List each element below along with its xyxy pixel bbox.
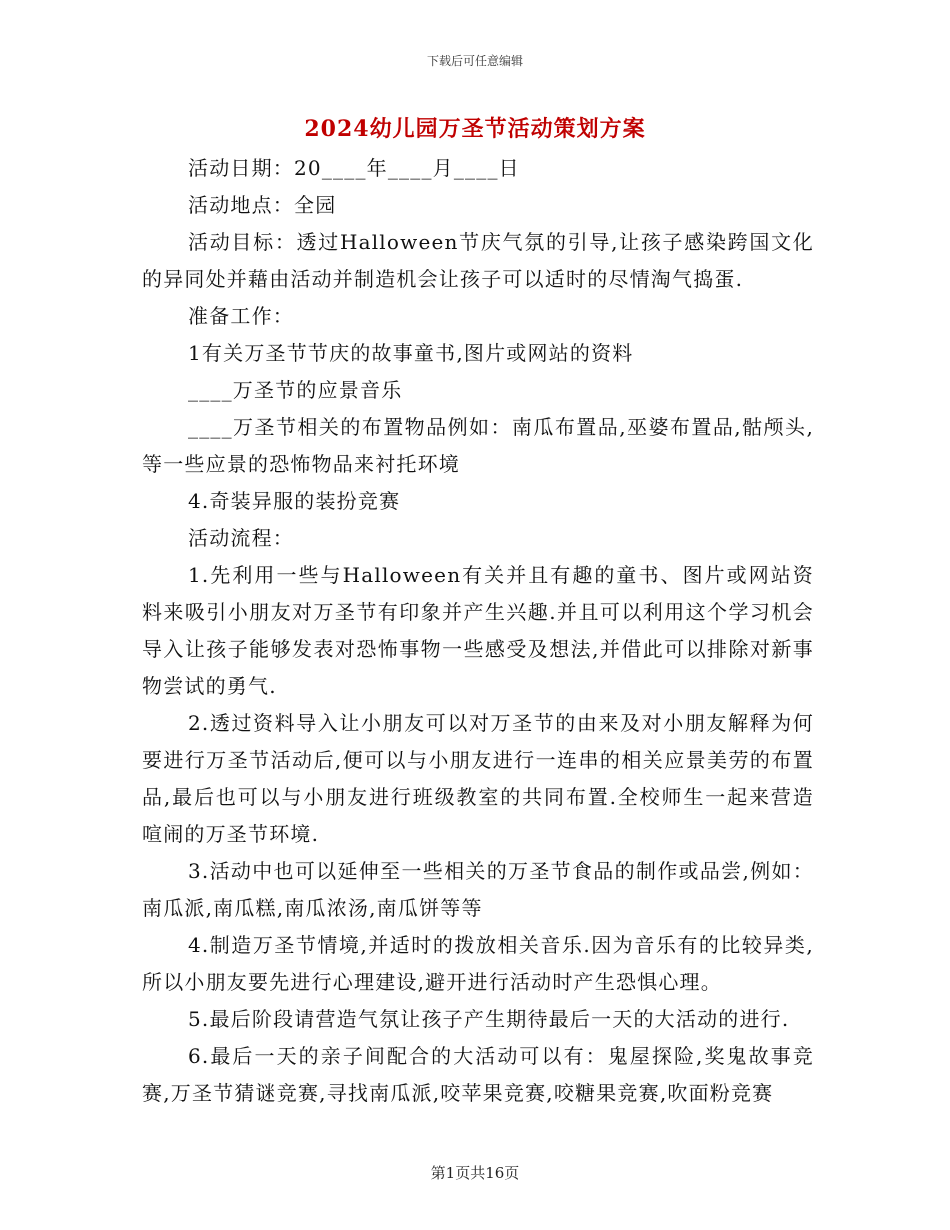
- paragraph-process-step: 5.最后阶段请营造气氛让孩子产生期待最后一天的大活动的进行.: [188, 1007, 790, 1031]
- paragraph-preparation-item: ____万圣节相关的布置物品例如：南瓜布置品,巫婆布置品,骷颅头,等一些应景的恐怖物品来衬托环境: [142, 415, 814, 476]
- paragraph-process-step: 4.制造万圣节情境,并适时的拨放相关音乐.因为音乐有的比较异类,所以小朋友要先进行心理建设,避开进行活动时产生恐惧心理。: [142, 933, 814, 994]
- paragraph-activity-goal: 活动目标：透过Halloween节庆气氛的引导,让孩子感染跨国文化的异同处并藉由活动并制造机会让孩子可以适时的尽情淘气捣蛋.: [142, 230, 814, 291]
- paragraph-preparation-item: 4.奇装异服的装扮竞赛: [188, 489, 401, 513]
- paragraph-process-step: 1.先利用一些与Halloween有关并且有趣的童书、图片或网站资料来吸引小朋友对万圣节有印象并产生兴趣.并且可以利用这个学习机会导入让孩子能够发表对恐怖事物一些感受及想法,并借此可以排除对新事物尝试的勇气.: [142, 563, 814, 698]
- paragraph-activity-location: 活动地点：全园: [188, 193, 337, 217]
- header-note: 下载后可任意编辑: [426, 54, 523, 68]
- paragraph-preparation-item: 1有关万圣节节庆的故事童书,图片或网站的资料: [188, 341, 634, 365]
- document-body: [142, 150, 814, 1112]
- paragraph-process-step: 2.透过资料导入让小朋友可以对万圣节的由来及对小朋友解释为何要进行万圣节活动后,便可以与小朋友进行一连串的相关应景美劳的布置品,最后也可以与小朋友进行班级教室的共同布置.全校师生一起来营造喧闹的万圣节环境.: [142, 711, 814, 846]
- paragraph-process-step: 3.活动中也可以延伸至一些相关的万圣节食品的制作或品尝,例如：南瓜派,南瓜糕,南瓜浓汤,南瓜饼等等: [142, 859, 814, 920]
- paragraph-activity-date: 活动日期：20____年____月____日: [188, 156, 520, 180]
- paragraph-preparation-item: ____万圣节的应景音乐: [188, 378, 403, 402]
- paragraph-process-step: 6.最后一天的亲子间配合的大活动可以有：鬼屋探险,奖鬼故事竞赛,万圣节猜谜竞赛,寻找南瓜派,咬苹果竞赛,咬糖果竞赛,吹面粉竞赛: [142, 1044, 814, 1105]
- page-number-footer: 第1页共16页: [430, 1164, 520, 1182]
- paragraph-preparation-heading: 准备工作：: [188, 304, 294, 328]
- paragraph-process-heading: 活动流程：: [188, 526, 294, 550]
- document-title: 2024幼儿园万圣节活动策划方案: [304, 116, 646, 142]
